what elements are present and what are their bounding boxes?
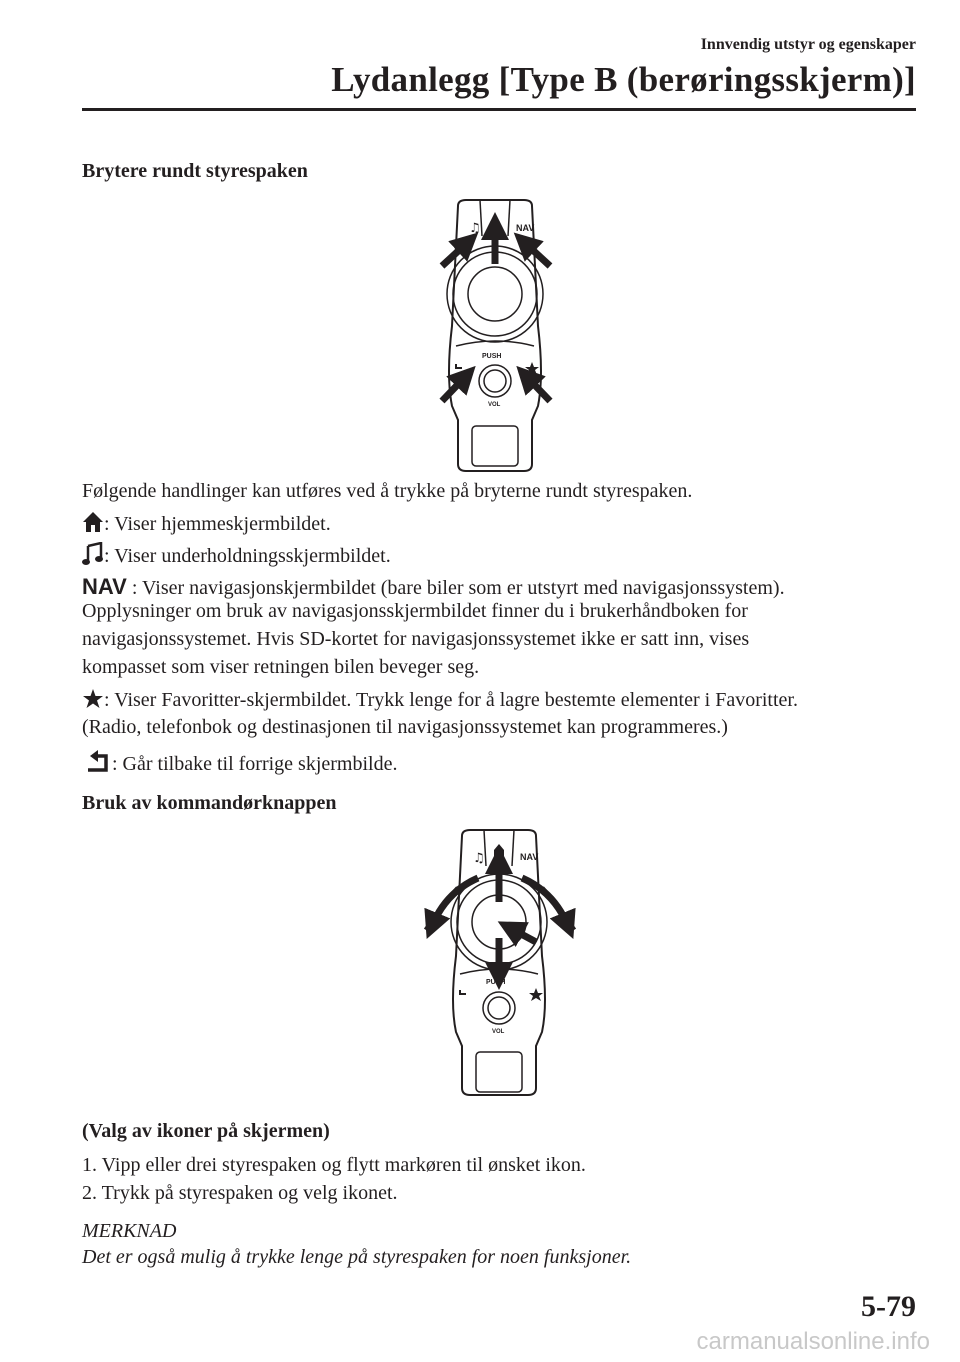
home-icon bbox=[82, 510, 104, 534]
subheading-icon-selection: (Valg av ikoner på skjermen) bbox=[82, 1120, 330, 1142]
list-item-nav: NAV : Viser navigasjonskjermbildet (bare biler som er utstyrt med navigasjonssystem). bbox=[82, 574, 785, 599]
list-item-favorite: : Viser Favoritter-skjermbildet. Trykk lenge for å lagre bestemte elementer i Favoritter. bbox=[82, 688, 798, 712]
note-title: MERKNAD bbox=[82, 1220, 177, 1242]
step-2: 2. Trykk på styrespaken og velg ikonet. bbox=[82, 1182, 398, 1204]
nav-extra-line-3: kompasset som viser retningen bilen beveger seg. bbox=[82, 656, 480, 678]
svg-text:♫: ♫ bbox=[469, 221, 481, 236]
note-text: Det er også mulig å trykke lenge på styrespaken for noen funksjoner. bbox=[82, 1246, 632, 1268]
controller-figure-press bbox=[420, 196, 570, 474]
watermark: carmanualsonline.info bbox=[696, 1328, 930, 1355]
nav-icon: NAV bbox=[82, 574, 127, 599]
section-heading-commander: Bruk av kommandørknappen bbox=[82, 792, 337, 814]
page-number: 5-79 bbox=[861, 1290, 916, 1323]
header-divider bbox=[82, 108, 916, 111]
page-title: Lydanlegg [Type B (berøringsskjerm)] bbox=[331, 60, 916, 99]
svg-text:♫: ♫ bbox=[473, 851, 485, 866]
star-icon bbox=[82, 688, 104, 710]
section-heading-switches: Brytere rundt styrespaken bbox=[82, 160, 308, 182]
nav-extra-line-1: Opplysninger om bruk av navigasjonsskjermbildet finner du i brukerhåndboken for bbox=[82, 600, 748, 622]
vol-label-2: VOL bbox=[492, 1029, 505, 1035]
favorite-extra: (Radio, telefonbok og destinasjonen til navigasjonssystemet kan programmeres.) bbox=[82, 716, 728, 738]
section-subtitle: Innvendig utstyr og egenskaper bbox=[700, 36, 916, 53]
nav-label-2: NAV bbox=[520, 852, 539, 862]
controller-figure-rotate bbox=[418, 826, 582, 1098]
list-item-home: : Viser hjemmeskjermbildet. bbox=[82, 510, 331, 536]
step-1: 1. Vipp eller drei styrespaken og flytt markøren til ønsket ikon. bbox=[82, 1154, 586, 1176]
list-item-music: : Viser underholdningsskjermbildet. bbox=[82, 542, 391, 568]
push-label: PUSH bbox=[482, 353, 502, 360]
nav-extra-line-2: navigasjonssystemet. Hvis SD-kortet for navigasjonssystemet ikke er satt inn, vises bbox=[82, 628, 750, 650]
back-icon bbox=[82, 750, 112, 774]
music-note-icon bbox=[82, 542, 104, 566]
intro-text: Følgende handlinger kan utføres ved å trykke på bryterne rundt styrespaken. bbox=[82, 480, 693, 502]
vol-label: VOL bbox=[488, 402, 501, 408]
nav-label: NAV bbox=[516, 223, 535, 233]
push-label-2: PUSH bbox=[486, 979, 506, 986]
list-item-back: : Går tilbake til forrige skjermbilde. bbox=[82, 750, 397, 776]
